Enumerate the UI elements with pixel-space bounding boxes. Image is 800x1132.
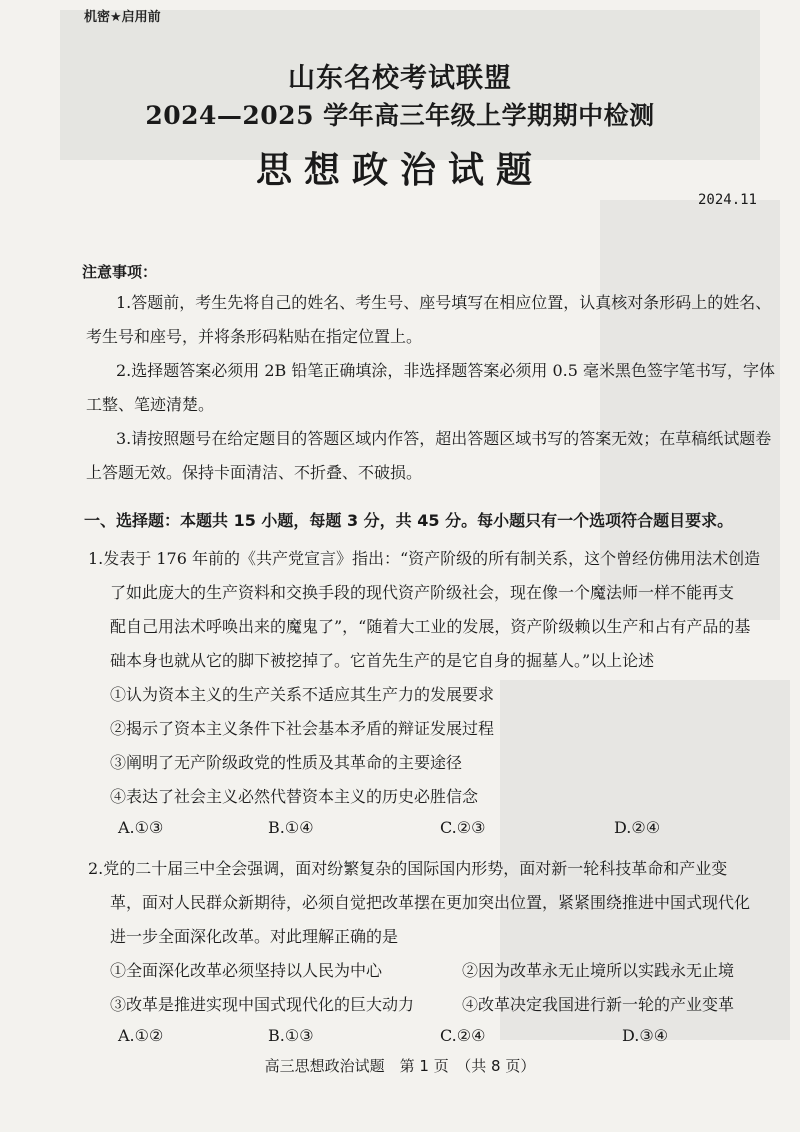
question-2-statement: ②因为改革永无止境所以实践永无止境 — [462, 961, 735, 980]
question-1-line: 配自己用法术呼唤出来的魔鬼了”，“随着大工业的发展，资产阶级赖以生产和占有产品的基 — [110, 617, 751, 636]
question-2-statement: ③改革是推进实现中国式现代化的巨大动力 — [110, 995, 415, 1014]
question-2-line: 革，面对人民群众新期待，必须自觉把改革摆在更加突出位置，紧紧围绕推进中国式现代化 — [110, 893, 751, 912]
notice-item-3: 3.请按照题号在给定题目的答题区域内作答，超出答题区域书写的答案无效；在草稿纸试题卷上答题无效。保持卡面清洁、不折叠、不破损。 — [86, 429, 772, 482]
question-1-line: 了如此庞大的生产资料和交换手段的现代资产阶级社会，现在像一个魔法师一样不能再支 — [110, 583, 735, 602]
page-footer: 高三思想政治试题 第 1 页 （共 8 页） — [264, 1057, 536, 1075]
organization-title: 山东名校考试联盟 — [288, 63, 512, 94]
question-1-statement: ①认为资本主义的生产关系不适应其生产力的发展要求 — [110, 685, 495, 704]
subject-title: 思想政治试题 — [255, 149, 544, 191]
question-1-line: 1.发表于 176 年前的《共产党宣言》指出：“资产阶级的所有制关系，这个曾经仿佛用法术创造 — [88, 549, 761, 568]
question-2-line: 2.党的二十届三中全会强调，面对纷繁复杂的国际国内形势，面对新一轮科技革命和产业变 — [88, 859, 728, 878]
exam-date: 2024.11 — [697, 192, 757, 208]
question-1-statement: ④表达了社会主义必然代替资本主义的历史必胜信念 — [110, 787, 479, 806]
question-2-statement: ①全面深化改革必须坚持以人民为中心 — [110, 961, 383, 980]
question-2-option-c: C.②④ — [440, 1026, 486, 1045]
question-2-option-b: B.①③ — [268, 1026, 314, 1045]
question-1-statement: ③阐明了无产阶级政党的性质及其革命的主要途径 — [110, 753, 463, 772]
confidential-label: 机密★启用前 — [84, 10, 161, 25]
section-title: 一、选择题：本题共 15 小题，每题 3 分，共 45 分。每小题只有一个选项符合题目要求。 — [84, 511, 734, 530]
question-2-option-d: D.③④ — [622, 1026, 669, 1045]
question-2-option-a: A.①② — [118, 1026, 164, 1045]
question-1-line: 础本身也就从它的脚下被挖掉了。它首先生产的是它自身的掘墓人。”以上论述 — [110, 651, 655, 670]
exam-title: 2024—2025 学年高三年级上学期期中检测 — [145, 101, 655, 130]
question-1-option-b: B.①④ — [268, 818, 314, 837]
question-1-option-a: A.①③ — [118, 818, 164, 837]
question-1-option-c: C.②③ — [440, 818, 486, 837]
question-2-statement: ④改革决定我国进行新一轮的产业变革 — [462, 995, 735, 1014]
notice-item-1: 1.答题前，考生先将自己的姓名、考生号、座号填写在相应位置，认真核对条形码上的姓名、考生号和座号，并将条形码粘贴在指定位置上。 — [86, 293, 772, 346]
question-1-option-d: D.②④ — [614, 818, 661, 837]
question-1-statement: ②揭示了资本主义条件下社会基本矛盾的辩证发展过程 — [110, 719, 495, 738]
notice-item-2: 2.选择题答案必须用 2B 铅笔正确填涂，非选择题答案必须用 0.5 毫米黑色签字笔书写，字体工整、笔迹清楚。 — [86, 361, 775, 414]
notice-title: 注意事项： — [82, 263, 158, 281]
question-2-line: 进一步全面深化改革。对此理解正确的是 — [110, 927, 399, 946]
